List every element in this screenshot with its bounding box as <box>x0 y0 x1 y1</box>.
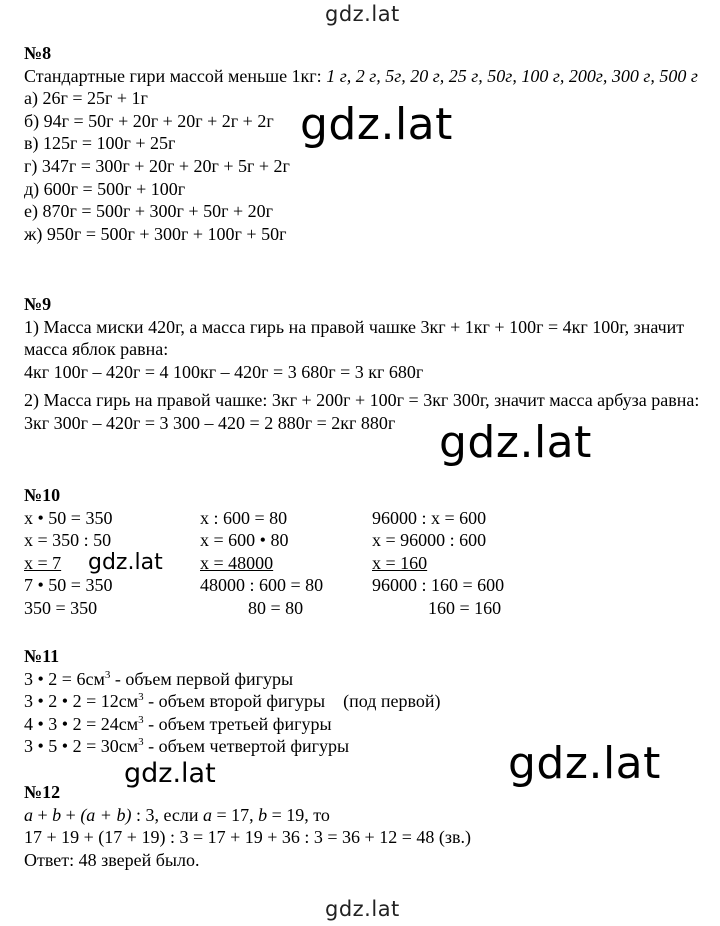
watermark-big-2: gdz.lat <box>433 421 598 465</box>
task-8-line: д) 600г = 500г + 100г <box>24 178 186 199</box>
task-9-part-2: 2) Масса гирь на правой чашке: 3кг + 200г + 100г = 3кг 300г, значит масса арбуза равна: <box>24 390 700 411</box>
task-9-part-2-calc: 3кг 300г – 420г = 3 300 – 420 = 2 880г = 2кг 880г <box>24 412 396 433</box>
task-11-line <box>24 668 700 691</box>
a-value: = 17, <box>212 804 259 825</box>
task-10-cell: 7 • 50 = 350 <box>24 575 113 596</box>
watermark-bottom: gdz.lat <box>325 897 400 921</box>
task-10-cell: x : 600 = 80 <box>200 507 288 528</box>
task-10-cell: x = 350 : 50 <box>24 530 112 551</box>
watermark-mid-1: gdz.lat <box>88 550 163 575</box>
volume-desc: - объем первой фигуры <box>110 668 294 689</box>
task-11-line <box>24 713 700 736</box>
task-8-weights: 1 г, 2 г, 5г, 20 г, 25 г, 50г, 100 г, 200г, 300 г, 500 г <box>326 65 698 86</box>
exponent: 3 <box>138 736 144 749</box>
task-10-answer: x = 160 <box>372 552 428 573</box>
watermark-top: gdz.lat <box>325 2 400 26</box>
task-12-title: №12 <box>24 782 61 802</box>
watermark-big-1: gdz.lat <box>294 103 459 147</box>
volume-desc: - объем четвертой фигуры <box>143 736 350 757</box>
task-10-answer: x = 7 <box>24 552 62 573</box>
task-8-title: №8 <box>24 43 52 63</box>
task-12-expression: a + b + (a + b) : 3, если a = 17, b = 19, то <box>24 804 330 825</box>
b-value: = 19, то <box>267 804 330 825</box>
task-11-line <box>24 690 700 713</box>
volume-expr: 3 • 5 • 2 = 30см <box>24 736 139 757</box>
task-10-cell: 80 = 80 <box>248 597 304 618</box>
var-a: a <box>203 804 212 825</box>
task-10-answer: x = 48000 <box>200 552 274 573</box>
task-9-part-1-calc: 4кг 100г – 420г = 4 100кг – 420г = 3 680г = 3 кг 680г <box>24 361 424 382</box>
volume-desc: - объем второй фигуры (под первой) <box>143 691 441 712</box>
exponent: 3 <box>104 668 111 681</box>
task-10-cell <box>372 552 572 575</box>
task-8-line: ж) 950г = 500г + 300г + 100г + 50г <box>24 223 287 244</box>
task-8-line: г) 347г = 300г + 20г + 20г + 5г + 2г <box>24 155 290 176</box>
task-8-line: б) 94г = 50г + 20г + 20г + 2г + 2г <box>24 110 274 131</box>
expr-paren: (a + b) <box>80 804 132 825</box>
task-9-part-1: 1) Масса миски 420г, а масса гирь на правой чашке 3кг + 1кг + 100г = 4кг 100г, значит масса яблок равна: <box>24 316 685 360</box>
task-8-intro-text: Стандартные гири массой меньше 1кг: <box>24 65 327 86</box>
exponent: 3 <box>138 691 144 704</box>
task-8-line: а) 26г = 25г + 1г <box>24 88 148 109</box>
volume-expr: 4 • 3 • 2 = 24см <box>24 713 139 734</box>
exponent: 3 <box>138 713 144 726</box>
task-12-calc: 17 + 19 + (17 + 19) : 3 = 17 + 19 + 36 : 3 = 36 + 12 = 48 (зв.) <box>24 827 471 848</box>
task-12 <box>24 781 700 871</box>
task-10-cell: x = 96000 : 600 <box>372 530 487 551</box>
task-10-cell: 96000 : x = 600 <box>372 507 487 528</box>
cond-text: : 3, если <box>131 804 203 825</box>
task-10-cell: x = 600 • 80 <box>200 530 289 551</box>
task-10-title: №10 <box>24 485 61 505</box>
task-10-cell: 350 = 350 <box>24 597 98 618</box>
task-10-cell: 48000 : 600 = 80 <box>200 575 324 596</box>
task-8-line: в) 125г = 100г + 25г <box>24 133 176 154</box>
watermark-big-3: gdz.lat <box>502 742 667 786</box>
task-10-cell: 96000 : 160 = 600 <box>372 575 505 596</box>
var-b: b <box>52 804 62 825</box>
var-b: b <box>258 804 268 825</box>
volume-expr: 3 • 2 • 2 = 12см <box>24 691 139 712</box>
task-12-answer: Ответ: 48 зверей было. <box>24 849 200 870</box>
task-8-intro <box>24 65 700 88</box>
task-10-cell <box>200 552 372 575</box>
task-10-cell: 160 = 160 <box>428 597 502 618</box>
var-a: a <box>24 804 33 825</box>
volume-desc: - объем третьей фигуры <box>143 713 332 734</box>
task-8-line: е) 870г = 500г + 300г + 50г + 20г <box>24 201 274 222</box>
task-10-cell: x • 50 = 350 <box>24 507 113 528</box>
watermark-mid-2: gdz.lat <box>124 758 216 789</box>
volume-expr: 3 • 2 = 6см <box>24 668 105 689</box>
task-9-title: №9 <box>24 294 52 314</box>
task-11-title: №11 <box>24 646 60 666</box>
task-9 <box>24 293 700 435</box>
